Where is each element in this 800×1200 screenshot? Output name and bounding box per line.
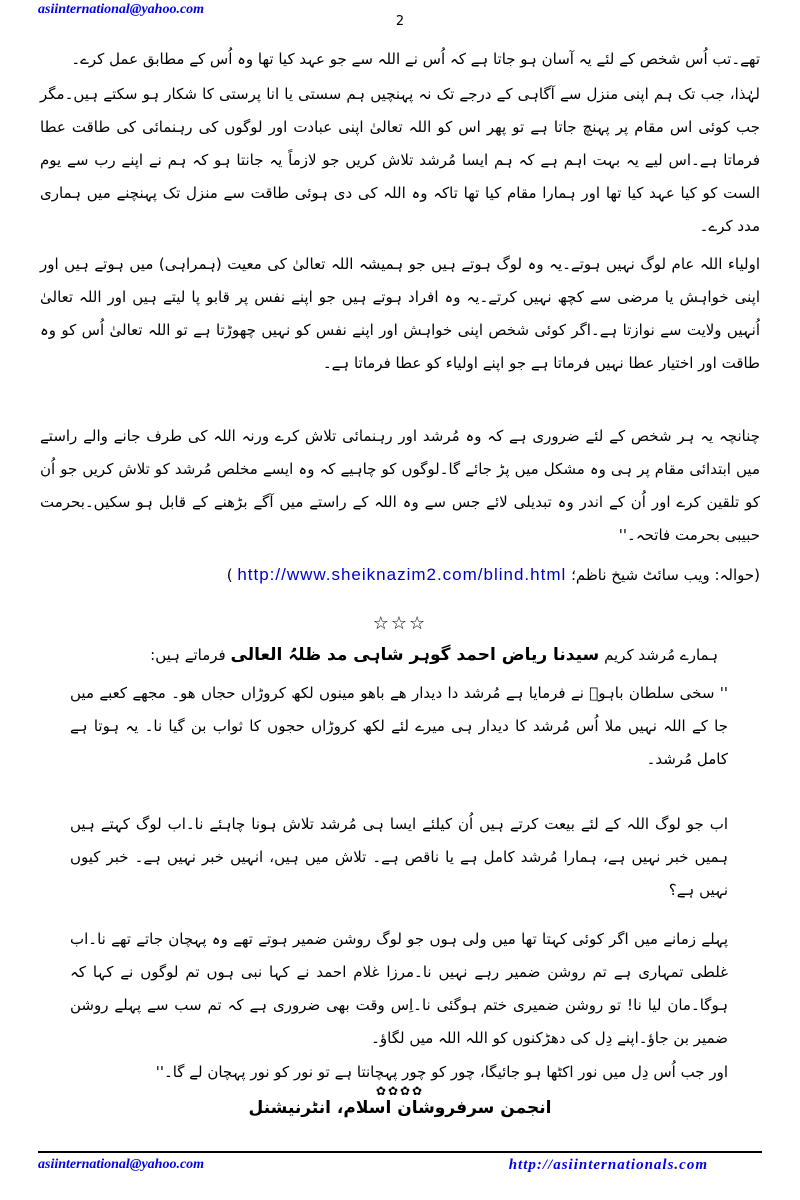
heading-suffix: فرماتے ہیں: (150, 646, 226, 664)
reference-link[interactable]: http://www.sheiknazim2.com/blind.html (237, 565, 567, 584)
flower-ornament-icon: ✿✿✿✿ (375, 1084, 425, 1098)
reference-line (40, 560, 760, 590)
header-email-link[interactable]: asiinternational@yahoo.com (38, 2, 205, 17)
paragraph-1: تھے۔تب اُس شخص کے لئے یہ آسان ہو جاتا ہے کہ اُس نے اللہ سے جو عہد کیا تھا وہ اُس کے مطابق عمل کرے۔ (71, 50, 760, 68)
footer-divider (38, 1151, 762, 1153)
paragraph-4: چنانچہ یہ ہر شخص کے لئے ضروری ہے کہ وہ مُرشد اور رہنمائی تلاش کرے ورنہ اللہ کی طرف جانے والے راستے میں ابتدائی مقام پر ہی وہ مشکل میں پڑ جائے گا۔لوگوں کو چاہیے کہ وہ ایسے مخلص مُرشد کو تلاش کریں جو اُن کو تلقین کرے اور اُن کے اندر وہ تبدیلی لائے جس سے وہ اللہ کے راستے میں آگے بڑھنے کے قابل ہو سکیں۔بحرمت حبیبی بحرمت فاتحہ۔'' (40, 427, 760, 544)
heading-name: سیدنا ریاض احمد گوہر شاہی مد ظلہُ العالی (230, 645, 600, 665)
organization-name: انجمن سرفروشان اسلام، انٹرنیشنل (248, 1098, 552, 1118)
footer-email-link[interactable]: asiinternational@yahoo.com (38, 1157, 205, 1172)
reference-prefix: (حوالہ: ویب سائٹ شیخ ناظم؛ (571, 566, 760, 584)
quote-paragraph-3: پہلے زمانے میں اگر کوئی کہتا تھا میں ولی ہوں جو لوگ روشن ضمیر ہوتے تھے وہ پہچان جاتے تھے نا۔اب غلطی تمہاری ہے تم روشن ضمیر رہے نہیں نا۔مرزا غلام احمد نے کہا نبی ہوں تم لوگوں نے کہا کہ ہوگا۔مان لیا نا! تو روشن ضمیری ختم ہوگئی نا۔اِس وقت بھی ضروری ہے کہ تم سب سے پہلے روشن ضمیر بن جاؤ۔اپنے دِل کی دھڑکنوں کو اللہ اللہ میں لگاؤ۔ (70, 930, 728, 1047)
quote-paragraph-1: '' سخی سلطان باہوؒ نے فرمایا ہے مُرشد دا دیدار ھے باھو مینوں لکھ کروڑاں حجاں ھو۔ مجھے کعبے میں جا کے اللہ نہیں ملا اُس مُرشد کا دیدار ہی میرے لئے لکھ کروڑاں حجوں کا ثواب بن گیا نا۔ یہ ہوتا ہے کامل مُرشد۔ (70, 684, 728, 768)
reference-suffix: ) (226, 566, 233, 584)
footer-website-link[interactable]: http://asiinternationals.com (508, 1157, 708, 1173)
quote-paragraph-2: اب جو لوگ اللہ کے لئے بیعت کرتے ہیں اُن کیلئے ایسا ہی مُرشد تلاش ہونا چاہئے نا۔اب لوگ کہتے ہیں ہمیں خبر نہیں ہے، ہمارا مُرشد کامل ہے یا ناقص ہے۔ تلاش میں ہیں، انہیں خبر نہیں ہے۔ خبر کیوں نہیں ہے؟ (70, 815, 728, 899)
paragraph-3: اولیاء اللہ عام لوگ نہیں ہوتے۔یہ وہ لوگ ہوتے ہیں جو ہمیشہ اللہ تعالیٰ کی معیت (ہمراہی) میں ہوتے ہیں اور اپنی خواہش یا مرضی سے کچھ نہیں کرتے۔یہ وہ افراد ہوتے ہیں جو اپنے نفس پر قابو پا لیتے ہیں اور اللہ تعالیٰ اُنہیں ولایت سے نوازتا ہے۔اگر کوئی شخص اپنی خواہش اور اپنے نفس کو نہیں چھوڑتا ہے تو اللہ تعالیٰ اُس کو وہ طاقت اور اختیار عطا نہیں فرماتا ہے جو اپنے اولیاء کو عطا فرماتا ہے۔ (40, 255, 760, 372)
page-number: 2 (395, 14, 405, 29)
star-separator-icon: ☆☆☆ (372, 613, 428, 634)
paragraph-2: لہٰذا، جب تک ہم اپنی منزل سے آگاہی کے درجے تک نہ پہنچیں ہم سستی یا انا پرستی کا شکار ہو سکتے ہیں۔مگر جب کوئی اس مقام پر پہنچ جاتا ہے تو پھر اس کو اللہ تعالیٰ اپنی عبادت اور لوگوں کی رہنمائی کی طاقت عطا فرماتا ہے۔اس لیے یہ بہت اہم ہے کہ ہم ایسا مُرشد تلاش کریں جو لازماً یہ جانتا ہو کہ ہم نے اپنے رب سے یوم الست کو کیا عہد کیا تھا اور ہمارا مقام کیا تھا تاکہ وہ اللہ کی دی ہوئی طاقت سے منزل تک پہنچنے میں ہماری مدد کرے۔ (40, 85, 760, 235)
quote-paragraph-4: اور جب اُس دِل میں نور اکٹھا ہو جائیگا، چور کو چور پہچانتا ہے تو نور کو نور پہچان لے گا۔'' (155, 1063, 728, 1081)
heading-prefix: ہمارے مُرشد کریم (604, 646, 718, 664)
section-heading (40, 641, 718, 669)
